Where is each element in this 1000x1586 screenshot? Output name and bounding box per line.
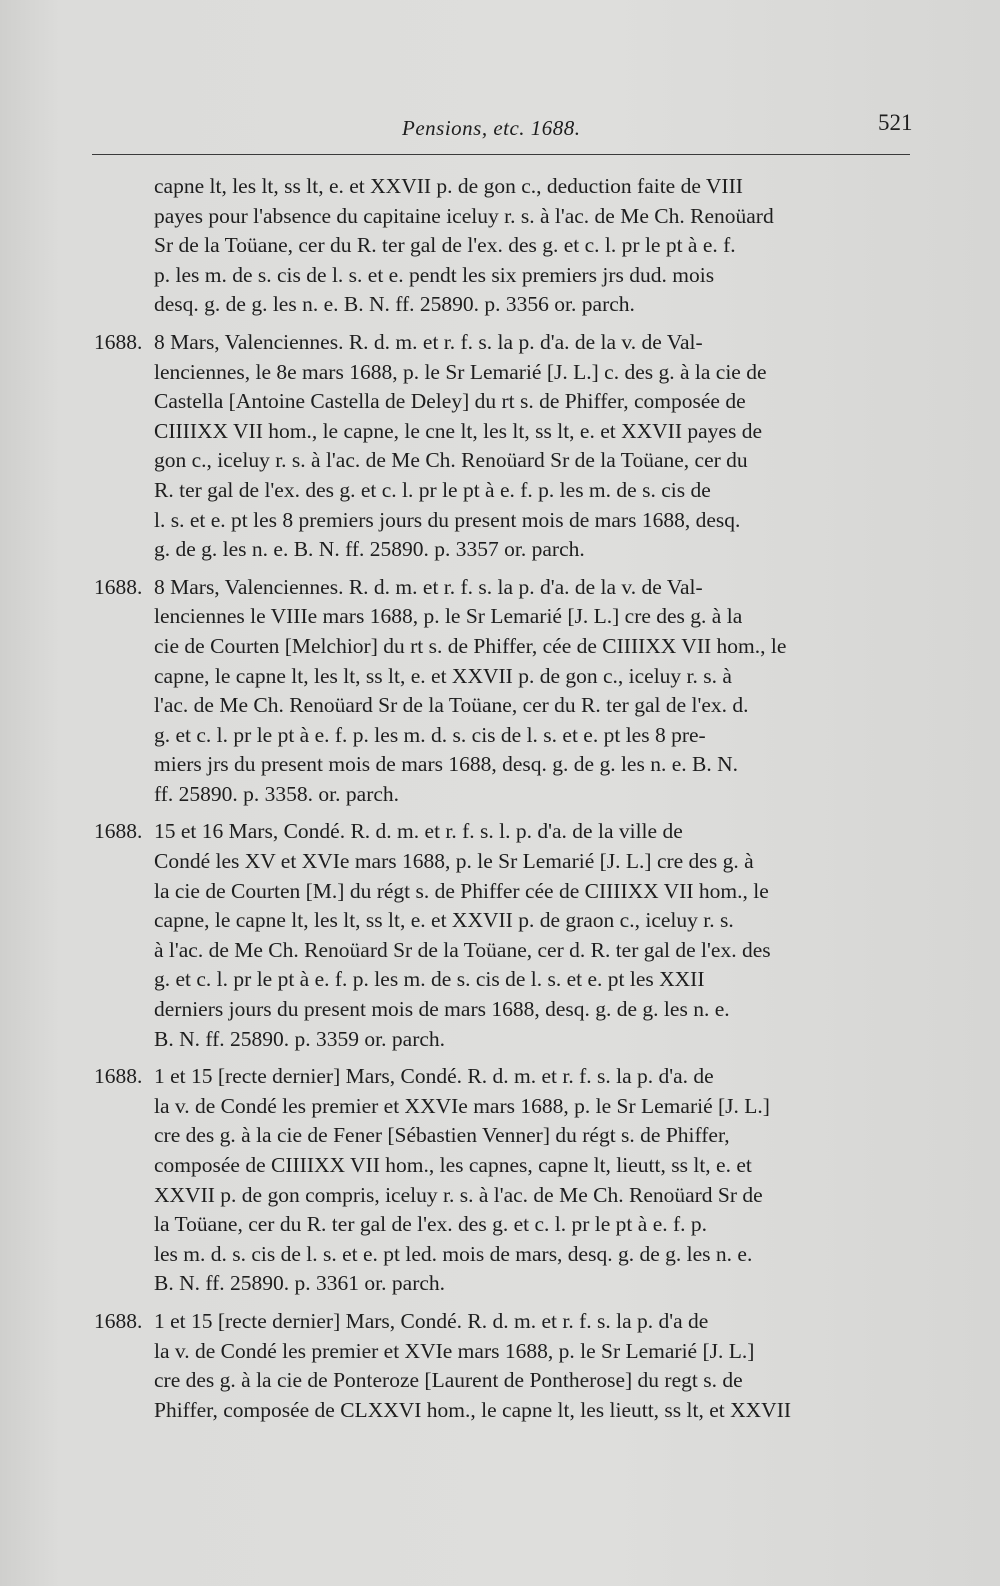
entry-paragraph [94,573,918,810]
text-line: 8 Mars, Valenciennes. R. d. m. et r. f. s. la p. d'a. de la v. de Val- [154,574,703,599]
entry-paragraph [94,328,918,565]
text-line: 15 et 16 Mars, Condé. R. d. m. et r. f. s. l. p. d'a. de la ville de [154,819,683,844]
page-header [0,110,1000,150]
text-line: lenciennes, le 8e mars 1688, p. le Sr Lemarié [J. L.] c. des g. à la cie de [154,359,767,384]
text-line: XXVII p. de gon compris, iceluy r. s. à l'ac. de Me Ch. Renoüard Sr de [154,1182,763,1207]
text-line: Phiffer, composée de CLXXVI hom., le capne lt, les lieutt, ss lt, et XXVII [154,1397,792,1422]
text-line: p. les m. de s. cis de l. s. et e. pendt les six premiers jrs dud. mois [154,262,715,287]
text-line: derniers jours du present mois de mars 1688, desq. g. de g. les n. e. [154,997,730,1022]
text-line: g. de g. les n. e. B. N. ff. 25890. p. 3357 or. parch. [154,537,585,562]
text-line: lenciennes le VIIIe mars 1688, p. le Sr Lemarié [J. L.] cre des g. à la [154,604,743,629]
text-line: capne, le capne lt, les lt, ss lt, e. et XXVII p. de graon c., iceluy r. s. [154,908,734,933]
text-line: la v. de Condé les premier et XVIe mars 1688, p. le Sr Lemarié [J. L.] [154,1338,755,1363]
header-rule [92,154,910,155]
text-line: l'ac. de Me Ch. Renoüard Sr de la Toüane, cer du R. ter gal de l'ex. d. [154,693,749,718]
text-line: desq. g. de g. les n. e. B. N. ff. 25890. p. 3356 or. parch. [154,292,635,317]
entry-paragraph [94,1307,918,1425]
text-line: cre des g. à la cie de Ponteroze [Laurent de Pontherose] du regt s. de [154,1368,743,1393]
continuation-paragraph [108,172,918,320]
text-line: Condé les XV et XVIe mars 1688, p. le Sr Lemarié [J. L.] cre des g. à [154,849,754,874]
text-line: ff. 25890. p. 3358. or. parch. [154,781,400,806]
text-line: B. N. ff. 25890. p. 3361 or. parch. [154,1271,446,1296]
text-line: cre des g. à la cie de Fener [Sébastien Venner] du régt s. de Phiffer, [154,1123,730,1148]
entry-year: 1688. [94,1064,143,1089]
text-line: les m. d. s. cis de l. s. et e. pt led. mois de mars, desq. g. de g. les n. e. [154,1241,753,1266]
text-line: la v. de Condé les premier et XXVIe mars 1688, p. le Sr Lemarié [J. L.] [154,1093,770,1118]
text-line: Castella [Antoine Castella de Deley] du rt s. de Phiffer, composée de [154,389,746,414]
text-line: CIIIIXX VII hom., le capne, le cne lt, les lt, ss lt, e. et XXVII payes de [154,418,762,443]
text-line: Sr de la Toüane, cer du R. ter gal de l'ex. des g. et c. l. pr le pt à e. f. [154,233,736,258]
text-line: R. ter gal de l'ex. des g. et c. l. pr le pt à e. f. p. les m. de s. cis de [154,477,711,502]
text-line: B. N. ff. 25890. p. 3359 or. parch. [154,1026,446,1051]
text-line: g. et c. l. pr le pt à e. f. p. les m. de s. cis de l. s. et e. pt les XXII [154,967,705,992]
text-line: 1 et 15 [recte dernier] Mars, Condé. R. d. m. et r. f. s. la p. d'a de [154,1308,709,1333]
entry-year: 1688. [94,819,143,844]
text-line: payes pour l'absence du capitaine iceluy r. s. à l'ac. de Me Ch. Renoüard [154,203,774,228]
text-line: la cie de Courten [M.] du régt s. de Phiffer cée de CIIIIXX VII hom., le [154,878,769,903]
text-line: la Toüane, cer du R. ter gal de l'ex. des g. et c. l. pr le pt à e. f. p. [154,1212,708,1237]
entry-paragraph [94,817,918,1054]
text-line: miers jrs du present mois de mars 1688, desq. g. de g. les n. e. B. N. [154,752,738,777]
text-line: 1 et 15 [recte dernier] Mars, Condé. R. d. m. et r. f. s. la p. d'a. de [154,1064,714,1089]
text-line: composée de CIIIIXX VII hom., les capnes, capne lt, lieutt, ss lt, e. et [154,1153,752,1177]
page-number: 521 [878,110,913,135]
text-line: capne lt, les lt, ss lt, e. et XXVII p. de gon c., deduction faite de VIII [154,174,743,198]
entry-year: 1688. [94,1308,143,1333]
running-title: Pensions, etc. 1688. [402,116,581,140]
text-line: gon c., iceluy r. s. à l'ac. de Me Ch. Renoüard Sr de la Toüane, cer du [154,448,748,473]
text-line: 8 Mars, Valenciennes. R. d. m. et r. f. s. la p. d'a. de la v. de Val- [154,329,703,354]
entry-year: 1688. [94,574,143,599]
page-body [94,172,918,1433]
text-line: l. s. et e. pt les 8 premiers jours du present mois de mars 1688, desq. [154,507,741,532]
text-line: capne, le capne lt, les lt, ss lt, e. et XXVII p. de gon c., iceluy r. s. à [154,663,732,688]
text-line: cie de Courten [Melchior] du rt s. de Phiffer, cée de CIIIIXX VII hom., le [154,633,787,658]
entry-year: 1688. [94,329,143,354]
entry-paragraph [94,1062,918,1299]
text-line: à l'ac. de Me Ch. Renoüard Sr de la Toüane, cer d. R. ter gal de l'ex. des [154,937,771,962]
text-line: g. et c. l. pr le pt à e. f. p. les m. d. s. cis de l. s. et e. pt les 8 pre- [154,722,706,747]
